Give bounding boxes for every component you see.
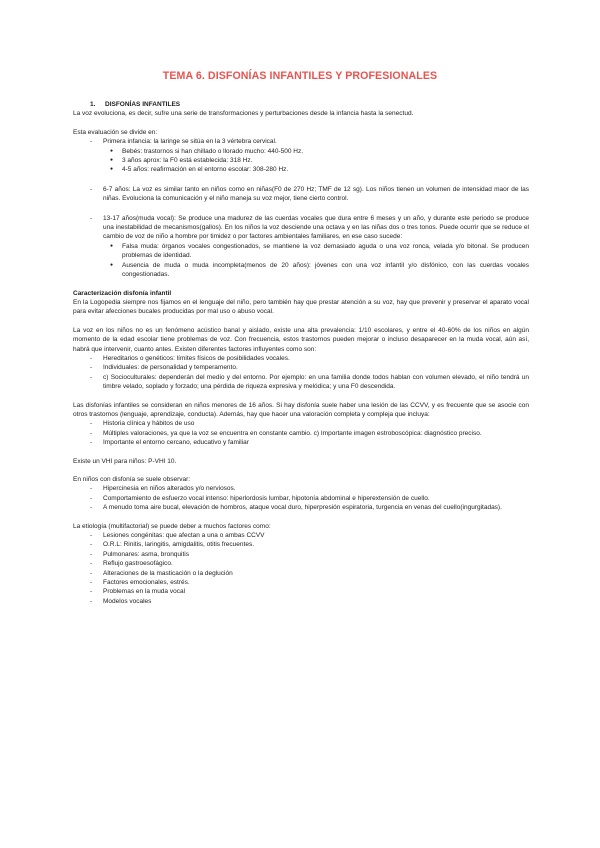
bullet-item: ● Falsa muda: órganos vocales congestionados, se mantiene la voz demasiado aguda o una voz ronca, velada y/o bitonal. Se producen problemas de identidad. xyxy=(73,242,529,261)
list-item xyxy=(73,185,529,204)
list-item: - Alteraciones de la masticación o la deglución xyxy=(73,569,529,578)
paragraph: En la Logopedia siempre nos fijamos en el lenguaje del niño, pero también hay que prestar atención a su voz, hay que prevenir y preservar el aparato vocal para evitar afecciones bucales producidas por mal uso o abuso vocal. xyxy=(73,298,529,316)
subsection-heading: Caracterización disfonía infantil xyxy=(73,289,172,297)
bullet-item: ● 3 años aprox: la F0 está establecida: 318 Hz. xyxy=(73,156,529,165)
list-item: - Pulmonares: asma, bronquitis xyxy=(73,550,529,559)
section-heading xyxy=(73,100,529,109)
bullet-item: ● Ausencia de muda o muda incompleta(menos de 20 años): jóvenes con una voz infantil y/o disfónico, con las cuerdas vocales congestionadas. xyxy=(73,261,529,280)
etiologia-list xyxy=(73,531,529,606)
stage-text: Primera infancia: la laringe se sitúa en la 3 vértebra cervical. xyxy=(103,138,277,146)
list-item: - Importante el entorno cercano, educativo y familiar xyxy=(73,438,529,447)
page-title: TEMA 6. DISFONÍAS INFANTILES Y PROFESIONALES xyxy=(162,70,438,82)
list-item: - A menudo toma aire bucal, elevación de hombros, ataque vocal duro, hiperpresión espiratoria, turgencia en venas del cuello(ingurgitadas). xyxy=(73,503,529,512)
section-number: 1. xyxy=(90,101,96,108)
evaluation-intro: Esta evaluación se divide en: xyxy=(73,128,158,136)
paragraph: Las disfonías infantiles se consideran en niños menores de 16 años. Si hay disfonía suele haber una lesión de las CCVV, y es frecuente que se asocie con otros trastornos (lenguaje, aprendizaje, conducta). Además, hay que hacer una valoración completa y compleja que incluya: xyxy=(73,401,529,418)
list-item: - Hereditarios o genéticos: límites físicos de posibilidades vocales. xyxy=(73,354,529,363)
stage-text: 6-7 años: La voz es similar tanto en niños como en niñas(F0 de 270 Hz; TMF de 12 sg). Los niños tienen un volumen de intensidad maor de las niñas. Evoluciona la comunicación y el niño maneja su voz mejor, tiene cierto control. xyxy=(103,185,529,203)
list-item: - Múltiples valoraciones, ya que la voz se encuentra en constante cambio. c) Importante imagen estroboscópica: diagnóstico preciso. xyxy=(73,429,529,438)
bullet-item: ● 4-5 años: reafirmación en el entorno escolar: 308-280 Hz. xyxy=(73,165,529,174)
bullet-item: ● Bebés: trastornos si han chillado o llorado mucho: 440-500 Hz. xyxy=(73,147,529,156)
factors-list xyxy=(73,354,529,392)
stages-list xyxy=(73,137,529,279)
list-item: - Factores emocionales, estrés. xyxy=(73,578,529,587)
list-item: - Hipercinesia en niños alterados y/o nerviosos. xyxy=(73,484,529,493)
stage-bullets xyxy=(73,147,529,175)
list-item: - c) Socioculturales: dependerán del medio y del entorno. Por ejemplo: en una familia donde todos hablan con volumen elevado, el niño tendrá un timbre velado, soplado y forzado; una pérdida de riqueza expresiva y melódica; y una F0 descendida. xyxy=(73,373,529,392)
valoracion-list xyxy=(73,419,529,447)
list-item: - Modelos vocales xyxy=(73,597,529,606)
list-item xyxy=(73,137,529,175)
section-heading-text: DISFONÍAS INFANTILES xyxy=(105,101,181,108)
list-item: - Individuales: de personalidad y temperamento. xyxy=(73,363,529,372)
list-item: - Reflujo gastroesofágico. xyxy=(73,559,529,568)
stage-text: 13-17 años(muda vocal): Se produce una madurez de las cuerdas vocales que dura entre 6 meses y un año, y durante este periodo se produce una inestabilidad de mecanismos(gallos). En los niños la voz desciende una octava y en las niñas dos o tres tonos. Puede ocurrir que se reduce el cambio de voz de niño a hombre por timidez o por factores ambientales familiares, en ese caso sucede: xyxy=(103,214,529,241)
list-item: - O.R.L: Rinitis, laringitis, amigdalitis, otitis frecuentes. xyxy=(73,540,529,549)
list-item: - Problemas en la muda vocal xyxy=(73,587,529,596)
list-item xyxy=(73,214,529,280)
paragraph: La etiología (multifactorial) se puede deber a muchos factores como: xyxy=(73,522,271,530)
list-item: - Historia clínica y hábitos de uso xyxy=(73,419,529,428)
intro-paragraph: La voz evoluciona, es decir, sufre una serie de transformaciones y perturbaciones desde la infancia hasta la senectud. xyxy=(73,110,414,118)
stage-bullets xyxy=(73,242,529,280)
list-item: - Lesiones congénitas: que afectan a una o ambas CCVV xyxy=(73,531,529,540)
paragraph: En niños con disfonía se suele observar: xyxy=(73,476,191,483)
document-body xyxy=(73,100,529,606)
list-item: - Comportamiento de esfuerzo vocal intenso: hiperlordosis lumbar, hipotonía abdominal e hiperextensión de cuello. xyxy=(73,494,529,503)
paragraph: Existe un VHI para niños: P-VHI 10. xyxy=(73,457,177,465)
observar-list xyxy=(73,484,529,512)
paragraph: La voz en los niños no es un fenómeno acústico banal y aislado, existe una alta prevalencia: 1/10 escolares, y entre el 40-60% de los niños en algún momento de la edad escolar tiene problemas de voz. Con frecuencia, estos trastornos pueden mejorar o incluso desaparecer en la muda vocal, aún así, habrá que intervenir, cuanto antes. Existen diferentes factores influyentes como son: xyxy=(73,326,529,353)
